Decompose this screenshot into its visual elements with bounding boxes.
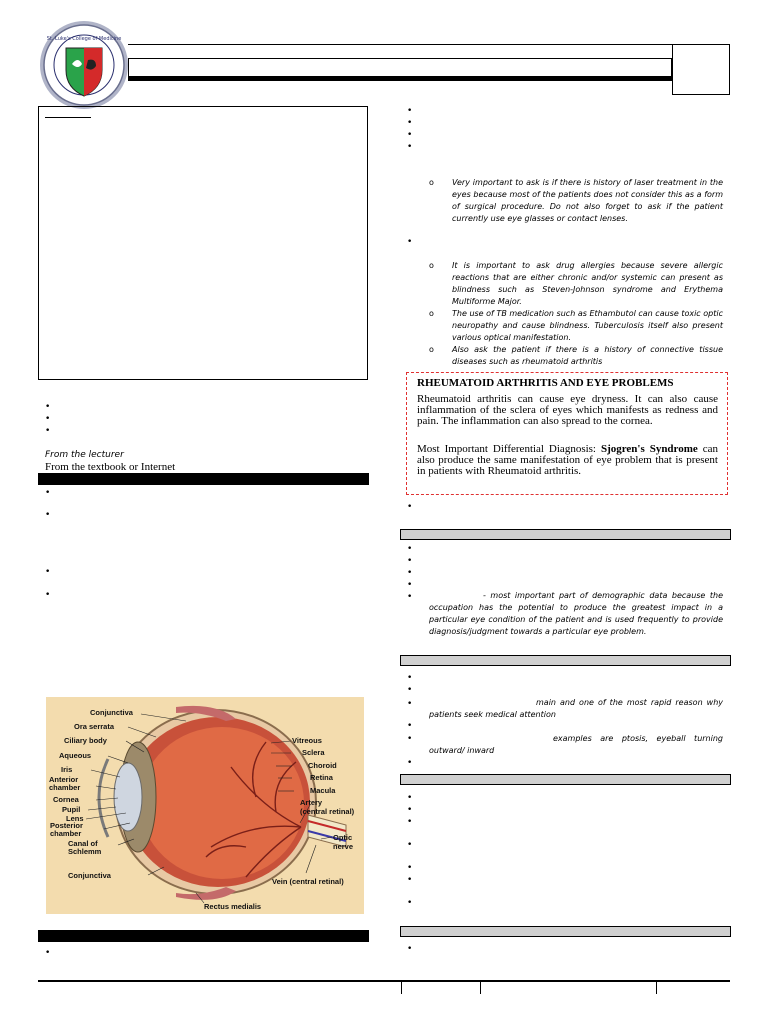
bullet: • [407, 142, 413, 152]
note-laser-history: Very important to ask is if there is history of laser treatment in the eyes because most of the patients does not consider this as a form of surgical procedure. Do not also forget to ask if the patient currently use eye glasses or contact lenses. [452, 178, 723, 223]
header-page-box [672, 44, 730, 95]
bullet: • [45, 510, 51, 520]
bullet: • [407, 118, 413, 128]
note-drug-allergies: It is important to ask drug allergies because severe allergic reactions that are either chronic and/or systemic can present as blindness such as Steven-Johnson syndrome and Erythema Multiforme Major. [452, 261, 723, 306]
bullet: • [407, 721, 413, 731]
svg-text:St. Luke's College of Medicine: St. Luke's College of Medicine [46, 36, 122, 42]
bullet: • [407, 734, 413, 744]
section-header-bar [400, 655, 731, 666]
eye-label: Cornea [53, 795, 79, 804]
objectives-heading-underline [45, 117, 91, 118]
eye-label: Anterior chamber [49, 775, 81, 792]
sub-bullet: o [429, 309, 434, 318]
callout-paragraph [417, 444, 718, 477]
sub-bullet: o [429, 345, 434, 354]
bullet: • [45, 414, 51, 424]
note-chief-complaint: main and one of the most rapid reason why patients seek medical attention [429, 698, 723, 719]
eye-label: Iris [61, 765, 73, 774]
objectives-box [38, 106, 368, 380]
eye-label: Conjunctiva [90, 708, 133, 717]
eye-label: Vein (central retinal) [272, 877, 344, 886]
eye-label: Posterior chamber [50, 821, 83, 838]
legend-textbook: From the textbook or Internet [45, 461, 176, 473]
eye-label: Ora serrata [74, 722, 115, 731]
eye-label: Aqueous [59, 751, 92, 760]
bullet: • [407, 699, 413, 709]
footer-divider [401, 981, 402, 994]
eye-label: Retina [310, 773, 333, 782]
callout-title: RHEUMATOID ARTHRITIS AND EYE PROBLEMS [417, 377, 674, 389]
bullet: • [45, 488, 51, 498]
legend-lecturer: From the lecturer [45, 450, 124, 460]
bullet: • [407, 106, 413, 116]
bullet: • [407, 875, 413, 885]
footer-rule [38, 980, 730, 982]
eye-label: Vitreous [292, 736, 322, 745]
bullet: • [407, 805, 413, 815]
bullet: • [407, 556, 413, 566]
note-tb-medication: The use of TB medication such as Ethambutol can cause toxic optic neuropathy and cause blindness. Tuberculosis itself also present various optical manifestation. [452, 309, 723, 342]
bullet: • [407, 544, 413, 554]
eye-label: Artery (central retinal) [300, 798, 355, 816]
bullet: • [45, 590, 51, 600]
bullet: • [407, 130, 413, 140]
bullet: • [407, 944, 413, 954]
header-rule-top [128, 44, 672, 45]
bullet: • [407, 502, 413, 512]
footer-divider [656, 981, 657, 994]
callout-ddx-lead: Most Important Differential Diagnosis: [417, 443, 601, 455]
eye-label: Sclera [302, 748, 325, 757]
callout-ddx-term: Sjogren's Syndrome [600, 443, 698, 455]
callout-paragraph: Rheumatoid arthritis can cause eye dryness. It can also cause inflammation of the sclera of eyes which manifests as redness and pain. The inflammation can also spread to the cornea. [417, 393, 718, 427]
bullet: • [407, 673, 413, 683]
section-header-bar [38, 930, 369, 942]
footer-divider [480, 981, 481, 994]
header-title-field [128, 58, 672, 77]
eye-label: Macula [310, 786, 336, 795]
eye-label: Conjunctiva [68, 871, 111, 880]
eye-label: Pupil [62, 805, 81, 814]
note-occupation: - most important part of demographic data because the occupation has the potential to produce the greatest impact in a particular eye condition of the patient and is used frequently to provide diagnosis/judgment towards a particular eye problem. [429, 591, 723, 636]
college-seal-logo [36, 20, 132, 110]
sub-bullet: o [429, 261, 434, 270]
callout-ddx-rest: can also produce the same manifestation of eye problem that is present in patients with Rheumatoid arthritis. [417, 443, 719, 477]
bullet: • [407, 592, 413, 602]
bullet: • [407, 863, 413, 873]
eye-label: Rectus medialis [204, 902, 262, 911]
bullet: • [407, 580, 413, 590]
bullet: • [45, 426, 51, 436]
bullet: • [407, 840, 413, 850]
bullet: • [407, 817, 413, 827]
section-header-bar [400, 774, 731, 785]
bullet: • [45, 567, 51, 577]
eye-label: Ciliary body [64, 736, 107, 745]
header-rule-thick [128, 77, 672, 81]
bullet: • [407, 898, 413, 908]
rheumatoid-arthritis-callout [406, 372, 728, 495]
section-header-bar [400, 926, 731, 937]
note-eye-examples: examples are ptosis, eyeball turning outward/ inward [429, 734, 723, 755]
bullet: • [45, 948, 51, 958]
bullet: • [45, 402, 51, 412]
section-header-bar [38, 473, 369, 485]
eye-label: Lens [66, 814, 84, 823]
section-header-bar [400, 529, 731, 540]
bullet: • [407, 237, 413, 247]
bullet: • [407, 568, 413, 578]
note-connective-tissue: Also ask the patient if there is a history of connective tissue diseases such as rheumatoid arthritis [452, 345, 723, 366]
eye-label: Canal of Schlemm [68, 839, 102, 856]
eye-anatomy-figure [46, 697, 364, 914]
bullet: • [407, 685, 413, 695]
eye-label: Choroid [308, 761, 337, 770]
sub-bullet: o [429, 178, 434, 187]
bullet: • [407, 793, 413, 803]
bullet: • [407, 758, 413, 768]
eye-label: Optic nerve [333, 833, 354, 851]
